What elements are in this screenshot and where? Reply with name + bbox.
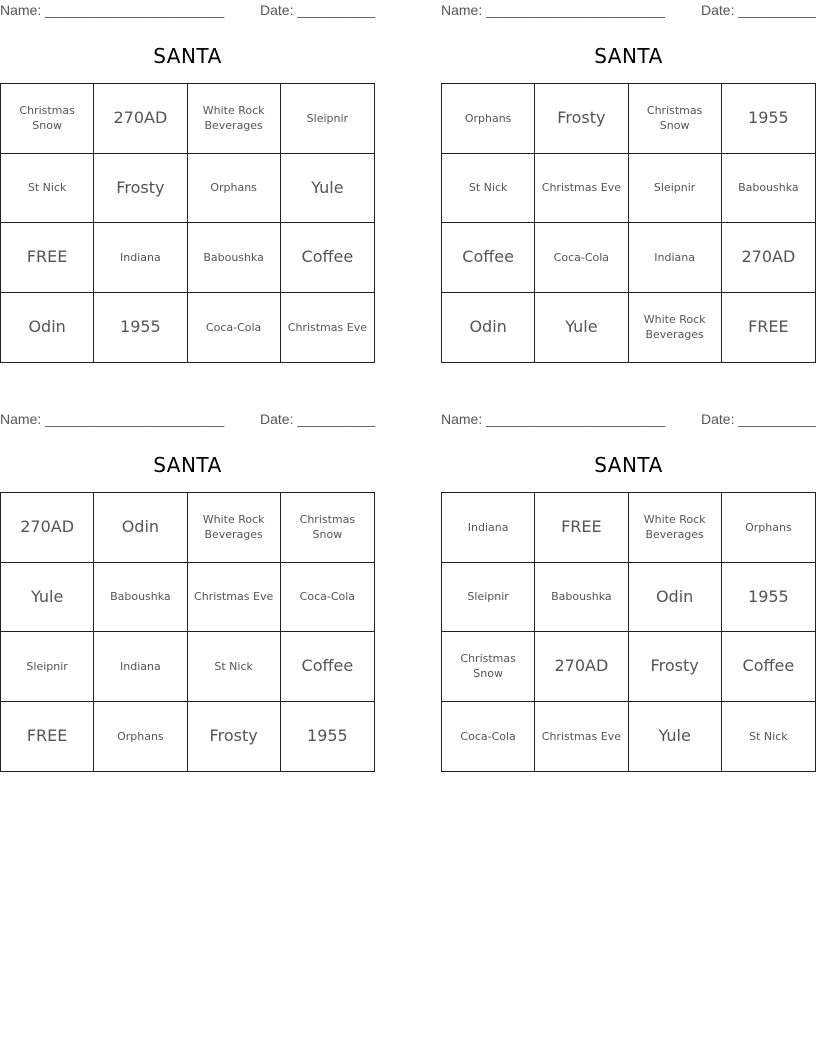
name-date-row [0,411,375,429]
date-field: Date: __________ [260,2,376,18]
grid-cell: Odin [94,493,187,563]
grid-cell: Frosty [629,632,722,702]
grid-cell: 1955 [94,293,187,363]
grid-cell: Christmas Snow [629,84,722,154]
grid-cell: 1955 [307,726,348,746]
card-title: SANTA [153,453,222,477]
grid-cell: Yule [629,702,722,772]
grid-cell: Sleipnir [281,84,374,154]
grid-cell: Indiana [94,632,187,702]
grid-cell: Odin [1,293,94,363]
grid-cell: Coffee [442,223,535,293]
grid-cell: Yule [535,293,628,363]
grid-cell: Christmas Eve [188,563,281,633]
grid-cell: 270AD [722,223,815,293]
bingo-grid [441,492,816,772]
grid-cell: St Nick [1,154,94,224]
bingo-grid [0,492,375,772]
grid-cell: Frosty [94,154,187,224]
grid-cell: Odin [442,293,535,363]
grid-cell: Coca-Cola [535,223,628,293]
name-field: Name: _______________________ [0,2,225,18]
grid-cell: FREE [748,317,789,337]
bingo-grid [0,83,375,363]
name-date-row [0,2,375,20]
grid-cell: Coffee [722,632,815,702]
card-title: SANTA [594,453,663,477]
grid-cell: Coca-Cola [188,293,281,363]
grid-cell: Indiana [442,493,535,563]
grid-cell: Coffee [281,223,374,293]
grid-cell: FREE [535,493,628,563]
grid-cell: Sleipnir [442,563,535,633]
grid-cell: FREE [1,223,94,293]
grid-cell: Baboushka [94,563,187,633]
grid-cell: Christmas Snow [1,84,94,154]
grid-cell: Christmas Snow [442,632,535,702]
grid-cell: Coca-Cola [442,702,535,772]
grid-cell: Indiana [94,223,187,293]
grid-cell: Sleipnir [1,632,94,702]
name-field: Name: _______________________ [441,411,666,427]
grid-cell: Coffee [281,632,374,702]
grid-cell: 270AD [94,84,187,154]
grid-cell: Frosty [535,84,628,154]
grid-cell: 1955 [722,84,815,154]
grid-cell: Orphans [188,154,281,224]
grid-cell: White Rock Beverages [629,293,722,363]
card-title: SANTA [594,44,663,68]
date-field: Date: __________ [701,2,816,18]
grid-cell: Yule [281,154,374,224]
grid-cell: Orphans [94,702,187,772]
grid-cell: Orphans [442,84,535,154]
name-field: Name: _______________________ [0,411,225,427]
grid-cell: White Rock Beverages [188,84,281,154]
grid-cell: 270AD [1,493,94,563]
grid-cell: FREE [1,702,94,772]
grid-cell: White Rock Beverages [188,493,281,563]
grid-cell: Christmas Snow [281,493,374,563]
grid-cell: Christmas Eve [287,320,367,334]
grid-cell: St Nick [749,729,788,743]
grid-cell: Sleipnir [629,154,722,224]
grid-cell: 1955 [722,563,815,633]
name-date-row [441,411,816,429]
grid-cell: Odin [629,563,722,633]
grid-cell: Orphans [722,493,815,563]
grid-cell: Christmas Eve [535,702,628,772]
grid-cell: White Rock Beverages [629,493,722,563]
grid-cell: Baboushka [535,563,628,633]
grid-cell: 270AD [535,632,628,702]
grid-cell: St Nick [188,632,281,702]
grid-cell: Baboushka [188,223,281,293]
card-title: SANTA [153,44,222,68]
name-date-row [441,2,816,20]
grid-cell: Frosty [188,702,281,772]
grid-cell: Indiana [629,223,722,293]
grid-cell: Baboushka [722,154,815,224]
bingo-grid [441,83,816,363]
date-field: Date: __________ [701,411,816,427]
date-field: Date: __________ [260,411,376,427]
grid-cell: St Nick [442,154,535,224]
grid-cell: Coca-Cola [281,563,374,633]
name-field: Name: _______________________ [441,2,666,18]
grid-cell: Yule [1,563,94,633]
grid-cell: Christmas Eve [535,154,628,224]
